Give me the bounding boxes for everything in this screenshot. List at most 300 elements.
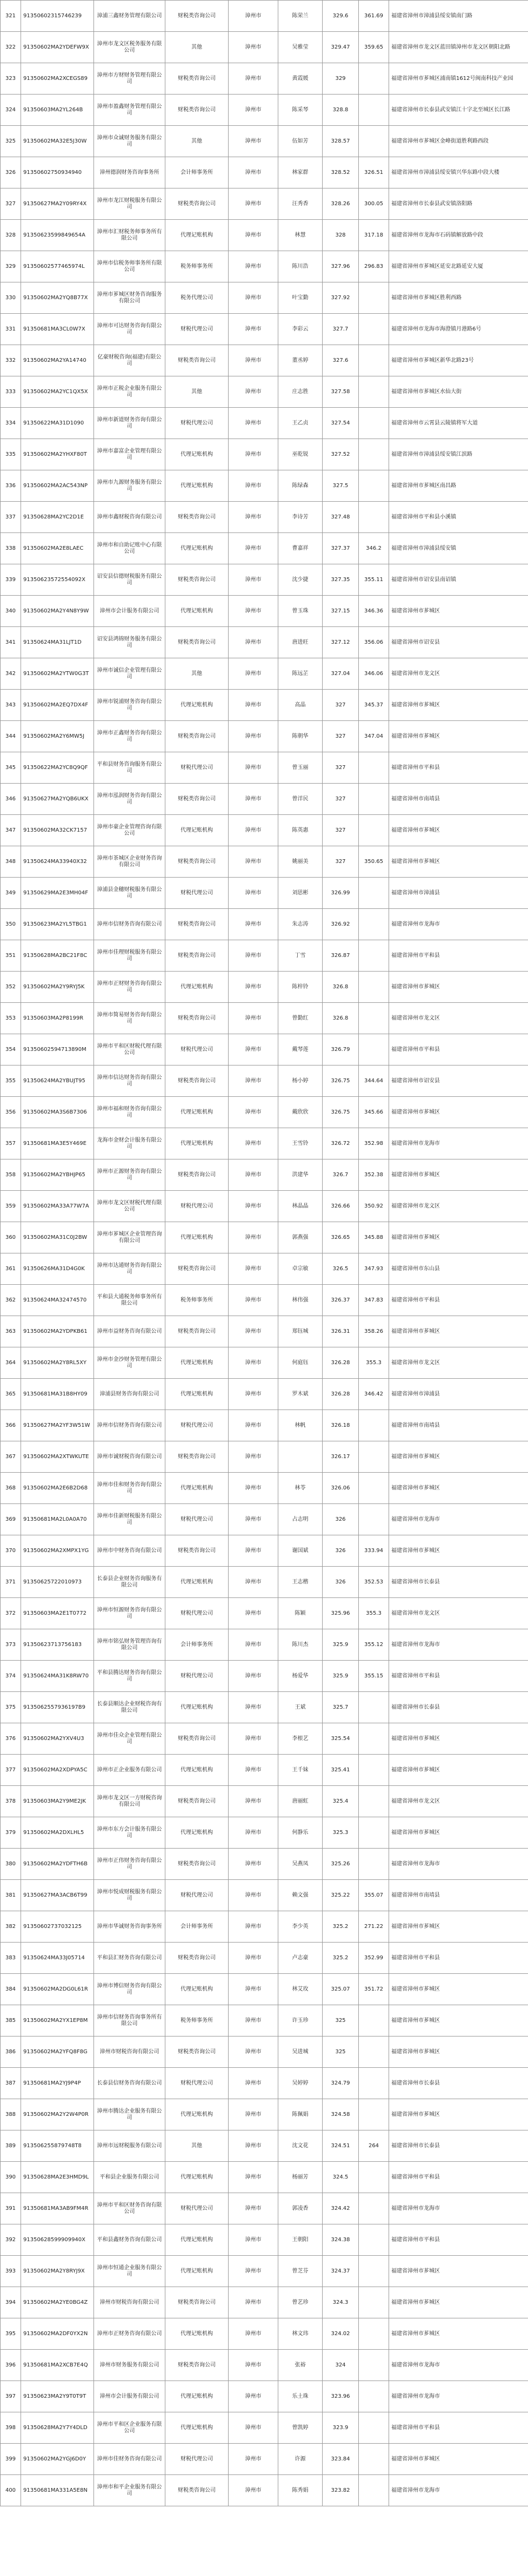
score-2-cell: 346.2 <box>359 533 389 564</box>
city-cell: 漳州市 <box>229 2381 278 2412</box>
table-row <box>1 1723 528 1755</box>
credit-code-cell: 91350603MA2P8199R <box>21 1003 94 1034</box>
address-cell: 福建省漳州市芗城区浦南镇1612号闽南科技产业园 <box>389 63 528 95</box>
table-body <box>1 1 528 2506</box>
contact-person-cell: 王雪铃 <box>278 1128 323 1159</box>
company-name-cell: 漳州市和自助记账中心有限公司 <box>94 533 165 564</box>
company-name-cell: 漳州市信财务咨询事务所有限公司 <box>94 2005 165 2036</box>
score-2-cell: 317.18 <box>359 220 389 251</box>
score-1-cell: 323.9 <box>323 2412 359 2444</box>
score-1-cell: 326.66 <box>323 1191 359 1222</box>
table-row <box>1 63 528 95</box>
contact-person-cell: 丁雪 <box>278 940 323 972</box>
row-number-cell: 326 <box>1 157 21 188</box>
company-name-cell: 漳州市会计服务有限公司 <box>94 596 165 627</box>
score-1-cell: 327.92 <box>323 282 359 314</box>
score-1-cell: 325.2 <box>323 1943 359 1974</box>
city-cell: 漳州市 <box>229 2318 278 2350</box>
score-2-cell: 352.53 <box>359 1567 389 1598</box>
contact-person-cell: 林帆 <box>278 1410 323 1441</box>
contact-person-cell <box>278 1441 323 1473</box>
score-1-cell: 327.12 <box>323 627 359 658</box>
table-row <box>1 282 528 314</box>
address-cell: 福建省漳州市芗城区 <box>389 1911 528 1943</box>
credit-code-cell: 91350622MA2YC8Q9QF <box>21 752 94 784</box>
company-type-cell: 财税类咨询公司 <box>165 345 229 376</box>
score-2-cell: 355.11 <box>359 564 389 596</box>
score-2-cell: 300.05 <box>359 188 389 220</box>
table-row <box>1 2381 528 2412</box>
row-number-cell: 361 <box>1 1253 21 1285</box>
table-row <box>1 1097 528 1128</box>
table-row <box>1 533 528 564</box>
company-name-cell: 漳州市佳新财税服务有限公司 <box>94 1504 165 1535</box>
city-cell: 漳州市 <box>229 2036 278 2068</box>
score-1-cell: 324.37 <box>323 2256 359 2287</box>
company-type-cell: 代理记账机构 <box>165 972 229 1003</box>
table-row <box>1 1880 528 1911</box>
table-row <box>1 1222 528 1253</box>
table-row <box>1 157 528 188</box>
score-2-cell <box>359 1817 389 1849</box>
contact-person-cell: 洪建华 <box>278 1159 323 1191</box>
company-name-cell: 平和县大通税务师事务所有限公司 <box>94 1285 165 1316</box>
score-1-cell: 326.7 <box>323 1159 359 1191</box>
contact-person-cell: 何庭钰 <box>278 1347 323 1379</box>
contact-person-cell: 高晶 <box>278 690 323 721</box>
score-2-cell: 344.64 <box>359 1066 389 1097</box>
company-name-cell: 漳州市金沙财务管理有限公司 <box>94 1347 165 1379</box>
company-type-cell: 财税代理公司 <box>165 314 229 345</box>
table-row <box>1 1285 528 1316</box>
contact-person-cell: 许玉珍 <box>278 2005 323 2036</box>
contact-person-cell: 杨爱华 <box>278 1661 323 1692</box>
address-cell: 福建省漳州市龙文区 <box>389 1003 528 1034</box>
score-1-cell: 325.96 <box>323 1598 359 1629</box>
city-cell: 漳州市 <box>229 1441 278 1473</box>
score-2-cell: 352.38 <box>359 1159 389 1191</box>
company-name-cell: 漳州市财税咨询有限公司 <box>94 2036 165 2068</box>
score-2-cell <box>359 2475 389 2506</box>
table-row <box>1 1943 528 1974</box>
row-number-cell: 371 <box>1 1567 21 1598</box>
address-cell: 福建省漳州市南靖县 <box>389 1880 528 1911</box>
company-type-cell: 财税代理公司 <box>165 878 229 909</box>
company-type-cell: 财税代理公司 <box>165 2193 229 2224</box>
contact-person-cell: 陈远芷 <box>278 658 323 690</box>
score-2-cell: 359.65 <box>359 32 389 63</box>
company-name-cell: 漳州市诚信企业管理有限公司 <box>94 658 165 690</box>
row-number-cell: 350 <box>1 909 21 940</box>
contact-person-cell: 李少英 <box>278 1911 323 1943</box>
row-number-cell: 382 <box>1 1911 21 1943</box>
company-name-cell: 漳浦三鑫财务管理有限公司 <box>94 1 165 32</box>
contact-person-cell: 陈佩娟 <box>278 2099 323 2130</box>
company-type-cell: 会计师事务所 <box>165 1911 229 1943</box>
table-row <box>1 188 528 220</box>
row-number-cell: 321 <box>1 1 21 32</box>
score-2-cell <box>359 1692 389 1723</box>
credit-code-cell: 91350602MA31C0J2BW <box>21 1222 94 1253</box>
city-cell: 漳州市 <box>229 1222 278 1253</box>
score-2-cell: 347.93 <box>359 1253 389 1285</box>
score-1-cell: 325 <box>323 2036 359 2068</box>
address-cell: 福建省漳州市芗城区 <box>389 1441 528 1473</box>
city-cell: 漳州市 <box>229 1 278 32</box>
credit-code-cell: 91350681MA31B8HY09 <box>21 1379 94 1410</box>
contact-person-cell: 林晶晶 <box>278 1191 323 1222</box>
row-number-cell: 381 <box>1 1880 21 1911</box>
table-row <box>1 940 528 972</box>
contact-person-cell: 林家群 <box>278 157 323 188</box>
city-cell: 漳州市 <box>229 1504 278 1535</box>
row-number-cell: 322 <box>1 32 21 63</box>
contact-person-cell: 伍如芳 <box>278 126 323 157</box>
address-cell: 福建省漳州市芗城区 <box>389 721 528 752</box>
city-cell: 漳州市 <box>229 95 278 126</box>
city-cell: 漳州市 <box>229 1347 278 1379</box>
city-cell: 漳州市 <box>229 815 278 846</box>
contact-person-cell: 唐进旺 <box>278 627 323 658</box>
contact-person-cell: 陈川浩 <box>278 251 323 282</box>
score-1-cell: 325.3 <box>323 1817 359 1849</box>
company-name-cell: 漳州市正企业服务有限公司 <box>94 1755 165 1786</box>
address-cell: 福建省漳州市龙海市石码镇解放路中段 <box>389 220 528 251</box>
table-row <box>1 1034 528 1066</box>
credit-code-cell: 91350602MA2YDPKB61 <box>21 1316 94 1347</box>
row-number-cell: 329 <box>1 251 21 282</box>
score-2-cell <box>359 1441 389 1473</box>
row-number-cell: 365 <box>1 1379 21 1410</box>
city-cell: 漳州市 <box>229 909 278 940</box>
company-type-cell: 财税代理公司 <box>165 2068 229 2099</box>
city-cell: 漳州市 <box>229 2005 278 2036</box>
row-number-cell: 331 <box>1 314 21 345</box>
city-cell: 漳州市 <box>229 376 278 408</box>
address-cell: 福建省漳州市长泰县 <box>389 2130 528 2162</box>
company-name-cell: 龙海市金财会计服务有限公司 <box>94 1128 165 1159</box>
row-number-cell: 386 <box>1 2036 21 2068</box>
row-number-cell: 342 <box>1 658 21 690</box>
row-number-cell: 333 <box>1 376 21 408</box>
city-cell: 漳州市 <box>229 1723 278 1755</box>
credit-code-cell: 91350623599849654A <box>21 220 94 251</box>
company-name-cell: 漳州市华诚财务咨询事务所 <box>94 1911 165 1943</box>
company-type-cell: 财税类咨询公司 <box>165 1159 229 1191</box>
score-1-cell: 325.26 <box>323 1849 359 1880</box>
city-cell: 漳州市 <box>229 2412 278 2444</box>
contact-person-cell: 吴婷婷 <box>278 2068 323 2099</box>
company-type-cell: 税务师事务所 <box>165 251 229 282</box>
row-number-cell: 354 <box>1 1034 21 1066</box>
company-type-cell: 财税代理公司 <box>165 408 229 439</box>
table-row <box>1 1504 528 1535</box>
row-number-cell: 380 <box>1 1849 21 1880</box>
row-number-cell: 325 <box>1 126 21 157</box>
row-number-cell: 346 <box>1 784 21 815</box>
company-name-cell: 漳州市豪企业管理咨询有限公司 <box>94 815 165 846</box>
address-cell: 福建省漳州市南靖县 <box>389 1410 528 1441</box>
company-name-cell: 漳州市芗城区企业管理咨询有限公司 <box>94 1222 165 1253</box>
score-2-cell <box>359 1786 389 1817</box>
credit-code-cell: 91350602MA2YDEFW9X <box>21 32 94 63</box>
city-cell: 漳州市 <box>229 1598 278 1629</box>
company-name-cell: 漳浦县财务咨询有限公司 <box>94 1379 165 1410</box>
company-name-cell: 漳州市恒源财务咨询有限公司 <box>94 1598 165 1629</box>
company-name-cell: 漳州市正伟财务咨询有限公司 <box>94 1849 165 1880</box>
city-cell: 漳州市 <box>229 878 278 909</box>
company-name-cell: 漳州市龙江财税服务有限公司 <box>94 188 165 220</box>
score-1-cell: 326.92 <box>323 909 359 940</box>
row-number-cell: 383 <box>1 1943 21 1974</box>
company-type-cell: 财税类咨询公司 <box>165 2350 229 2381</box>
table-row <box>1 1191 528 1222</box>
credit-code-cell: 91350681MA2XCB7E4Q <box>21 2350 94 2381</box>
city-cell: 漳州市 <box>229 1911 278 1943</box>
score-2-cell: 351.72 <box>359 1974 389 2005</box>
score-2-cell <box>359 439 389 470</box>
credit-code-cell: 91350627MA2YF3W51W <box>21 1410 94 1441</box>
contact-person-cell: 林文玮 <box>278 2318 323 2350</box>
table-row <box>1 2099 528 2130</box>
table-row <box>1 1692 528 1723</box>
score-2-cell: 264 <box>359 2130 389 2162</box>
credit-code-cell: 91350602MA2XDPYA5C <box>21 1755 94 1786</box>
address-cell: 福建省漳州市诏安县 <box>389 1066 528 1097</box>
row-number-cell: 388 <box>1 2099 21 2130</box>
score-2-cell <box>359 1003 389 1034</box>
address-cell: 福建省漳州市芗城区 <box>389 815 528 846</box>
company-type-cell: 财税类咨询公司 <box>165 1849 229 1880</box>
company-name-cell: 漳州市龙文区一方财税咨询有限公司 <box>94 1786 165 1817</box>
contact-person-cell: 陈秀娟 <box>278 2475 323 2506</box>
table-row <box>1 2350 528 2381</box>
score-2-cell: 333.94 <box>359 1535 389 1567</box>
credit-code-cell: 91350602MA2YX1EP8M <box>21 2005 94 2036</box>
row-number-cell: 379 <box>1 1817 21 1849</box>
contact-person-cell: 王志楷 <box>278 1567 323 1598</box>
address-cell: 福建省漳州市芗城区 <box>389 1097 528 1128</box>
company-type-cell: 财税类咨询公司 <box>165 564 229 596</box>
company-name-cell: 长泰县企业财务咨询服务有限公司 <box>94 1567 165 1598</box>
credit-code-cell: 91350626MA31D4G0K <box>21 1253 94 1285</box>
company-type-cell: 代理记账机构 <box>165 220 229 251</box>
address-cell: 福建省漳州市平和县 <box>389 2224 528 2256</box>
score-2-cell: 345.88 <box>359 1222 389 1253</box>
credit-code-cell: 91350603MA2YL264B <box>21 95 94 126</box>
address-cell: 福建省漳州市平和县 <box>389 1661 528 1692</box>
contact-person-cell: 陈英惠 <box>278 815 323 846</box>
score-1-cell: 326.72 <box>323 1128 359 1159</box>
city-cell: 漳州市 <box>229 940 278 972</box>
company-name-cell: 漳州市佳财务咨询有限公司 <box>94 2444 165 2475</box>
score-1-cell: 327.37 <box>323 533 359 564</box>
city-cell: 漳州市 <box>229 1943 278 1974</box>
table-row <box>1 1379 528 1410</box>
credit-code-cell: 91350627MA3ACB6T99 <box>21 1880 94 1911</box>
row-number-cell: 339 <box>1 564 21 596</box>
city-cell: 漳州市 <box>229 2224 278 2256</box>
credit-code-cell: 91350602MA2Y8RL5XY <box>21 1347 94 1379</box>
city-cell: 漳州市 <box>229 2256 278 2287</box>
credit-code-cell: 91350623MA2Y9T0T9T <box>21 2381 94 2412</box>
row-number-cell: 389 <box>1 2130 21 2162</box>
city-cell: 漳州市 <box>229 752 278 784</box>
company-name-cell: 漳州德润财务咨询事务所 <box>94 157 165 188</box>
company-type-cell: 财税类咨询公司 <box>165 502 229 533</box>
score-1-cell: 327 <box>323 784 359 815</box>
company-name-cell: 漳州市财税咨询有限公司 <box>94 2287 165 2318</box>
contact-person-cell: 陈荣兰 <box>278 1 323 32</box>
contact-person-cell: 乐土珠 <box>278 2381 323 2412</box>
table-row <box>1 1066 528 1097</box>
company-name-cell: 漳州市汇财税务师事务所有限公司 <box>94 220 165 251</box>
credit-code-cell: 91350602MA2YHXF80T <box>21 439 94 470</box>
address-cell: 福建省漳州市平和县 <box>389 940 528 972</box>
table-row <box>1 1911 528 1943</box>
credit-code-cell: 91350624MA31K8RW70 <box>21 1661 94 1692</box>
city-cell: 漳州市 <box>229 1567 278 1598</box>
contact-person-cell: 沈文花 <box>278 2130 323 2162</box>
score-2-cell: 346.42 <box>359 1379 389 1410</box>
row-number-cell: 372 <box>1 1598 21 1629</box>
company-type-cell: 其他 <box>165 2130 229 2162</box>
table-row <box>1 314 528 345</box>
city-cell: 漳州市 <box>229 2287 278 2318</box>
credit-code-cell: 91350602MA2XCEGS89 <box>21 63 94 95</box>
score-2-cell <box>359 376 389 408</box>
score-2-cell <box>359 2350 389 2381</box>
company-type-cell: 财税代理公司 <box>165 1504 229 1535</box>
credit-code-cell: 91350602MA2DF0YX2N <box>21 2318 94 2350</box>
credit-code-cell: 91350602MA2Y8RYJ9X <box>21 2256 94 2287</box>
row-number-cell: 356 <box>1 1097 21 1128</box>
city-cell: 漳州市 <box>229 188 278 220</box>
row-number-cell: 330 <box>1 282 21 314</box>
credit-code-cell: 91350623572554092X <box>21 564 94 596</box>
city-cell: 漳州市 <box>229 1253 278 1285</box>
company-type-cell: 代理记账机构 <box>165 1097 229 1128</box>
company-type-cell: 代理记账机构 <box>165 1692 229 1723</box>
city-cell: 漳州市 <box>229 1066 278 1097</box>
contact-person-cell: 汪秀香 <box>278 188 323 220</box>
address-cell: 福建省漳州市龙海市海澄镇月港路6号 <box>389 314 528 345</box>
score-2-cell: 352.99 <box>359 1943 389 1974</box>
score-2-cell <box>359 2099 389 2130</box>
score-1-cell: 326.75 <box>323 1066 359 1097</box>
contact-person-cell: 董丞婷 <box>278 345 323 376</box>
city-cell: 漳州市 <box>229 502 278 533</box>
credit-code-cell: 91350627MA2Y09RY4X <box>21 188 94 220</box>
company-name-cell: 漳州市信税务师事务所有限公司 <box>94 251 165 282</box>
address-cell: 福建省漳州市芗城区 <box>389 1817 528 1849</box>
contact-person-cell: 王斌 <box>278 1692 323 1723</box>
address-cell: 福建省漳州市平和县 <box>389 1034 528 1066</box>
company-name-cell: 漳州市悦成财税服务有限公司 <box>94 1880 165 1911</box>
contact-person-cell: 吴雅莹 <box>278 32 323 63</box>
credit-code-cell: 91350627MA2YQB6UKX <box>21 784 94 815</box>
row-number-cell: 393 <box>1 2256 21 2287</box>
contact-person-cell: 陈梓铃 <box>278 972 323 1003</box>
company-type-cell: 代理记账机构 <box>165 1755 229 1786</box>
credit-code-cell: 91350602MA2Y4N8Y9W <box>21 596 94 627</box>
credit-code-cell: 91350602MA2EQ7DX4F <box>21 690 94 721</box>
address-cell: 福建省漳州市龙文区 <box>389 1598 528 1629</box>
table-row <box>1 1128 528 1159</box>
score-1-cell: 324.02 <box>323 2318 359 2350</box>
table-row <box>1 878 528 909</box>
credit-code-cell: 91350624MA33940X32 <box>21 846 94 878</box>
credit-code-cell: 91350623713756183 <box>21 1629 94 1661</box>
company-type-cell: 税务师事务所 <box>165 2005 229 2036</box>
city-cell: 漳州市 <box>229 126 278 157</box>
row-number-cell: 391 <box>1 2193 21 2224</box>
credit-code-cell: 91350623MA2YL5TBG1 <box>21 909 94 940</box>
city-cell: 漳州市 <box>229 690 278 721</box>
address-cell: 福建省漳州市长泰县武安镇洛阳路 <box>389 188 528 220</box>
credit-code-cell: 91350602MA2XTWKUTE <box>21 1441 94 1473</box>
company-type-cell: 财税类咨询公司 <box>165 1786 229 1817</box>
score-2-cell: 352.98 <box>359 1128 389 1159</box>
credit-code-cell: 91350602MA2AC543NP <box>21 470 94 502</box>
table-row <box>1 1159 528 1191</box>
company-name-cell: 漳州市正税企业服务有限公司 <box>94 376 165 408</box>
row-number-cell: 400 <box>1 2475 21 2506</box>
credit-code-cell: 91350602MA2DXLHL5 <box>21 1817 94 1849</box>
table-row <box>1 2475 528 2506</box>
score-1-cell: 326.87 <box>323 940 359 972</box>
score-2-cell: 345.66 <box>359 1097 389 1128</box>
score-2-cell: 296.83 <box>359 251 389 282</box>
contact-person-cell: 杨小婷 <box>278 1066 323 1097</box>
city-cell: 漳州市 <box>229 1849 278 1880</box>
contact-person-cell: 林艾玫 <box>278 1974 323 2005</box>
score-2-cell <box>359 1755 389 1786</box>
score-2-cell <box>359 2036 389 2068</box>
credit-code-cell: 91350602MA2Y9RYJ5K <box>21 972 94 1003</box>
company-name-cell: 漳州市龙文区财税代理有限公司 <box>94 1191 165 1222</box>
row-number-cell: 323 <box>1 63 21 95</box>
company-type-cell: 代理记账机构 <box>165 1222 229 1253</box>
company-name-cell: 平和县企业服务有限公司 <box>94 2162 165 2193</box>
score-1-cell: 328.26 <box>323 188 359 220</box>
contact-person-cell: 曾玉珠 <box>278 596 323 627</box>
score-1-cell: 326.17 <box>323 1441 359 1473</box>
table-row <box>1 784 528 815</box>
score-1-cell: 326.31 <box>323 1316 359 1347</box>
contact-person-cell: 曾洋民 <box>278 784 323 815</box>
address-cell: 福建省漳州市龙文区 <box>389 658 528 690</box>
company-name-cell: 漳浦县金穗财税服务有限公司 <box>94 878 165 909</box>
row-number-cell: 397 <box>1 2381 21 2412</box>
score-2-cell <box>359 314 389 345</box>
contact-person-cell: 陈采琴 <box>278 95 323 126</box>
score-1-cell: 327 <box>323 846 359 878</box>
address-cell: 福建省漳州市漳浦县 <box>389 878 528 909</box>
credit-code-cell: 91350602MA33A77W7A <box>21 1191 94 1222</box>
table-row <box>1 1473 528 1504</box>
score-1-cell: 324.58 <box>323 2099 359 2130</box>
row-number-cell: 355 <box>1 1066 21 1097</box>
table-row <box>1 596 528 627</box>
address-cell: 福建省漳州市龙海市 <box>389 1504 528 1535</box>
company-type-cell: 代理记账机构 <box>165 439 229 470</box>
table-row <box>1 126 528 157</box>
row-number-cell: 340 <box>1 596 21 627</box>
contact-person-cell: 戴欣欣 <box>278 1097 323 1128</box>
row-number-cell: 362 <box>1 1285 21 1316</box>
credit-code-cell: 91350602737032125 <box>21 1911 94 1943</box>
